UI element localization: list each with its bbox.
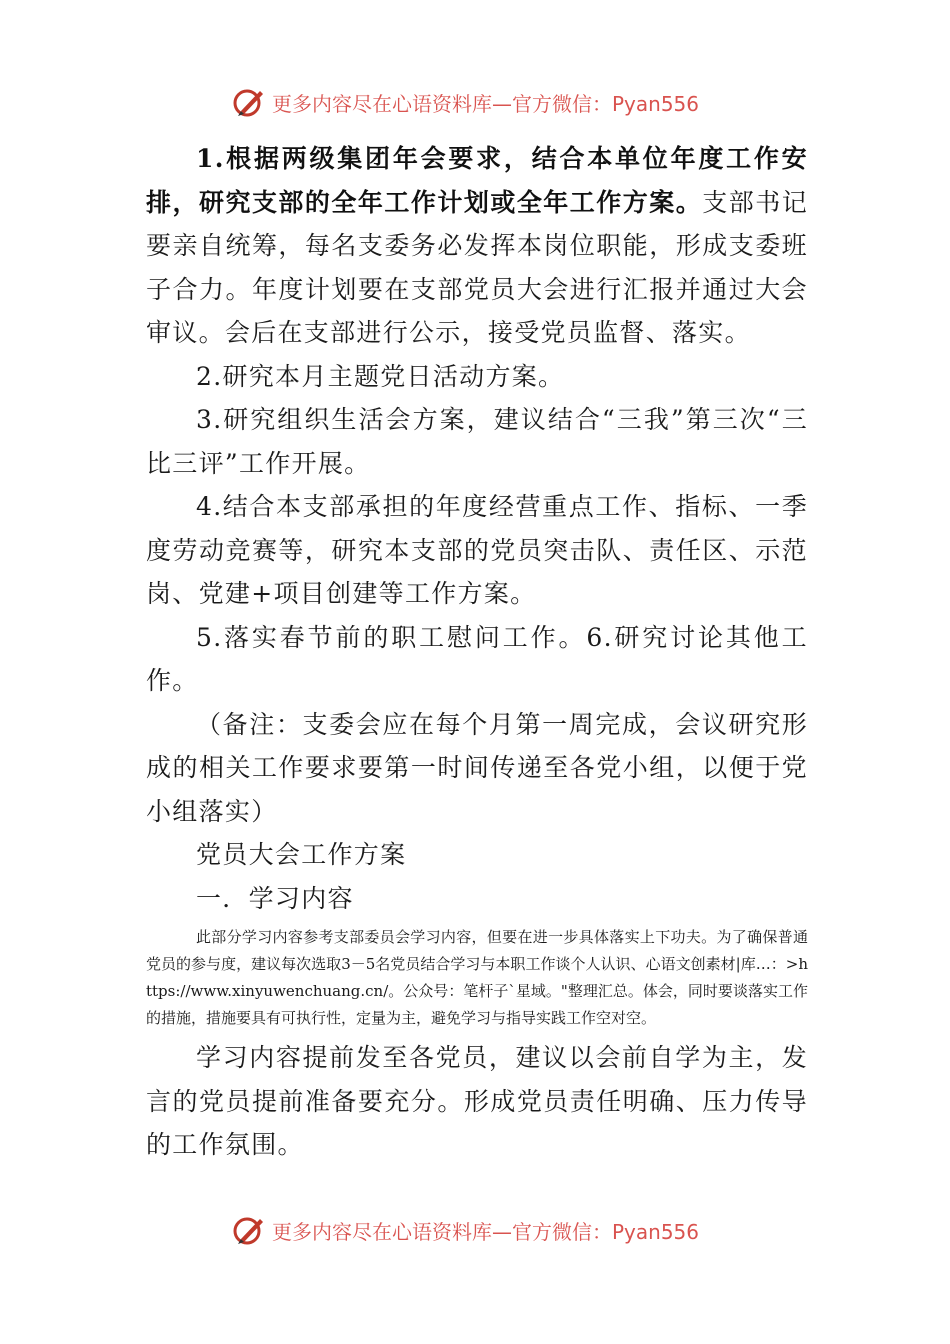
small-paragraph: 此部分学习内容参考支部委员会学习内容，但要在进一步具体落实上下功夫。为了确保普通党员的参与度，建议每次选取3－5名党员结合学习与本职工作谈个人认识、心语文创素材|库…：>https://www.xinyuwenchuang.cn/。公众号：笔杆子`星域。"整理汇总。体会，同时要谈落实工作的措施，措施要具有可执行性，定量为主，避免学习与指导实践工作空对空。	[146, 928, 808, 1027]
paragraph-9: 学习内容提前发至各党员，建议以会前自学为主，发言的党员提前准备要充分。形成党员责任明确、压力传导的工作氛围。	[146, 1043, 808, 1159]
footer-banner-text: 更多内容尽在心语资料库—官方微信：Pyan556	[272, 1219, 700, 1244]
paragraph-3: 3.研究组织生活会方案，建议结合“三我”第三次“三比三评”工作开展。	[146, 405, 808, 478]
paragraph-2: 2.研究本月主题党日活动方案。	[196, 361, 565, 391]
header-banner-text: 更多内容尽在心语资料库—官方微信：Pyan556	[272, 91, 700, 116]
section-title-party-meeting: 党员大会工作方案	[196, 840, 407, 869]
paragraph-1-bold: 1.根据两级集团年会要求，结合本单位年度工作安排，研究支部的全年工作计划或全年工作方案。	[146, 144, 808, 217]
paragraph-1	[146, 137, 808, 355]
subsection-title-study: 一．学习内容	[196, 883, 354, 913]
paragraph-4: 4.结合本支部承担的年度经营重点工作、指标、一季度劳动竞赛等，研究本支部的党员突击队、责任区、示范岗、党建+项目创建等工作方案。	[146, 492, 808, 608]
paragraph-6-note: （备注：支委会应在每个月第一周完成，会议研究形成的相关工作要求要第一时间传递至各党小组，以便于党小组落实）	[146, 709, 808, 826]
paragraph-5: 5.落实春节前的职工慰问工作。6.研究讨论其他工作。	[146, 622, 808, 695]
footer-banner	[232, 1210, 732, 1250]
paragraph-1-rest: 支部书记要亲自统筹，每名支委务必发挥本岗位职能，形成支委班子合力。年度计划要在支部党员大会进行汇报并通过大会审议。会后在支部进行公示，接受党员监督、落实。	[146, 187, 808, 347]
document-body	[146, 137, 808, 1167]
pen-logo-icon	[232, 85, 266, 119]
pen-logo-icon	[232, 1213, 266, 1247]
header-banner	[232, 82, 732, 122]
